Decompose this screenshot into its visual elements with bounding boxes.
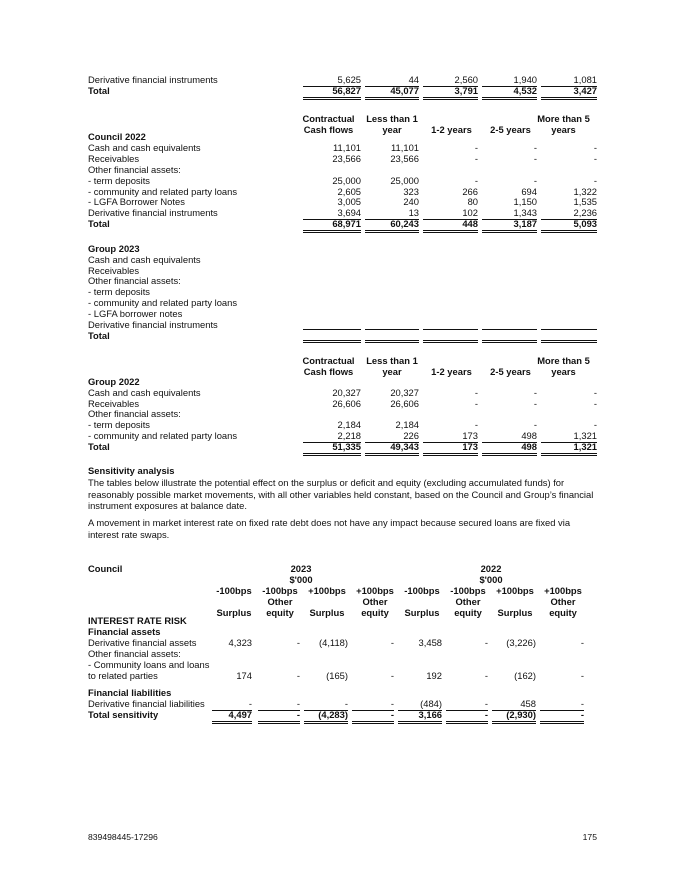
cell: - bbox=[533, 387, 537, 398]
cell: - bbox=[296, 670, 300, 681]
cell: - bbox=[593, 142, 597, 153]
row-label: - term deposits bbox=[88, 175, 150, 186]
divider bbox=[482, 340, 537, 343]
cell: 1,081 bbox=[541, 75, 597, 87]
cell: (2,930) bbox=[492, 710, 536, 724]
cell: 25,000 bbox=[332, 175, 361, 186]
cell: - bbox=[593, 398, 597, 409]
cell: - bbox=[474, 419, 478, 430]
cell: 266 bbox=[462, 186, 478, 197]
row-label: Total bbox=[88, 441, 110, 452]
table-row bbox=[0, 710, 675, 721]
cell: 60,243 bbox=[365, 219, 419, 233]
cell: 1,535 bbox=[573, 196, 597, 207]
cell: 45,077 bbox=[365, 86, 419, 100]
cell: 13 bbox=[365, 208, 419, 220]
year-2023: 2023 bbox=[290, 563, 312, 574]
table-row bbox=[0, 442, 675, 453]
row-label: Other financial assets: bbox=[88, 408, 181, 419]
cell: - bbox=[474, 142, 478, 153]
row-label: Other financial assets: bbox=[88, 275, 181, 286]
cell: 23,566 bbox=[332, 153, 361, 164]
row-label: Derivative financial instruments bbox=[88, 74, 218, 85]
cell: 240 bbox=[403, 196, 419, 207]
cell: - bbox=[390, 637, 394, 648]
cell: 3,427 bbox=[541, 86, 597, 100]
cell: 458 bbox=[492, 699, 536, 711]
col-header: +100bps Surplus bbox=[496, 585, 534, 618]
header-more-than-5: More than 5 years bbox=[537, 113, 590, 135]
cell: - bbox=[484, 637, 488, 648]
header-1-2-years: 1-2 years bbox=[431, 123, 472, 135]
table-row bbox=[0, 86, 675, 97]
section-heading: Sensitivity analysis bbox=[88, 465, 175, 476]
header-contractual: Contractual Cash flows bbox=[302, 355, 355, 377]
cell: 3,005 bbox=[337, 196, 361, 207]
divider bbox=[365, 329, 419, 330]
header-less-than-1: Less than 1 year bbox=[366, 355, 418, 377]
row-label: - community and related party loans bbox=[88, 186, 238, 197]
doc-id: 839498445-17296 bbox=[88, 832, 158, 842]
cell: 11,101 bbox=[391, 142, 419, 153]
row-label: - LGFA borrower notes bbox=[88, 308, 183, 319]
row-label: - Community loans and loans bbox=[88, 659, 210, 670]
paragraph: A movement in market interest rate on fixed rate debt does not have any impact because secured loans are fixed via interest rate swaps. bbox=[88, 517, 571, 540]
cell: - bbox=[474, 387, 478, 398]
row-label: - community and related party loans bbox=[88, 297, 238, 308]
cell: - bbox=[533, 175, 537, 186]
paragraph: The tables below illustrate the potential effect on the surplus or deficit and equity (excluding accumulated funds) for reasonably possible market movements, with all other variables held constant, based on the Council and Group’s financial instrument exposures at balance date. bbox=[88, 477, 594, 511]
cell: 56,827 bbox=[303, 86, 361, 100]
header-contractual: Contractual Cash flows bbox=[302, 113, 355, 135]
cell: 20,327 bbox=[390, 387, 419, 398]
cell: 2,605 bbox=[337, 186, 361, 197]
row-label: Derivative financial instruments bbox=[88, 207, 218, 218]
table-row bbox=[0, 671, 675, 682]
cell: 25,000 bbox=[390, 175, 419, 186]
cell: - bbox=[593, 153, 597, 164]
cell: 5,093 bbox=[541, 219, 597, 233]
row-label: - term deposits bbox=[88, 419, 150, 430]
cell: - bbox=[484, 670, 488, 681]
cell: 323 bbox=[403, 186, 419, 197]
cell: 498 bbox=[482, 442, 537, 456]
cell: 102 bbox=[423, 208, 478, 220]
cell: - bbox=[446, 699, 488, 711]
divider bbox=[541, 329, 597, 330]
page-number: 175 bbox=[582, 832, 597, 842]
cell: 173 bbox=[423, 431, 478, 443]
cell: 26,606 bbox=[390, 398, 419, 409]
row-label: Receivables bbox=[88, 153, 140, 164]
col-header: -100bps Other equity bbox=[450, 585, 486, 618]
cell: - bbox=[352, 699, 394, 711]
cell: (162) bbox=[514, 670, 536, 681]
cell: - bbox=[533, 153, 537, 164]
year-2022: 2022 bbox=[480, 563, 502, 574]
cell: - bbox=[593, 387, 597, 398]
row-label: Derivative financial assets bbox=[88, 637, 197, 648]
row-label: Other financial assets: bbox=[88, 164, 181, 175]
unit-2022: $'000 bbox=[479, 574, 503, 585]
cell: 498 bbox=[482, 431, 537, 443]
row-label: - community and related party loans bbox=[88, 430, 238, 441]
cell: - bbox=[593, 419, 597, 430]
cell: 4,323 bbox=[228, 637, 252, 648]
col-header: -100bps Surplus bbox=[216, 585, 252, 618]
header-1-2-years: 1-2 years bbox=[431, 365, 472, 377]
cell: 26,606 bbox=[332, 398, 361, 409]
cell: 2,236 bbox=[541, 208, 597, 220]
col-header: +100bps Surplus bbox=[308, 585, 346, 618]
cell: 49,343 bbox=[365, 442, 419, 456]
divider bbox=[423, 329, 478, 330]
divider bbox=[423, 340, 478, 343]
cell: - bbox=[533, 419, 537, 430]
divider bbox=[303, 329, 361, 330]
row-label: Derivative financial liabilities bbox=[88, 698, 205, 709]
col-header: -100bps Surplus bbox=[404, 585, 440, 618]
cell: 1,150 bbox=[513, 196, 537, 207]
row-label: Cash and cash equivalents bbox=[88, 387, 201, 398]
cell: 1,321 bbox=[541, 442, 597, 456]
cell: 44 bbox=[365, 75, 419, 87]
cell: (3,226) bbox=[506, 637, 536, 648]
cell: 694 bbox=[521, 186, 537, 197]
cell: 448 bbox=[423, 219, 478, 233]
cell: 2,560 bbox=[423, 75, 478, 87]
cell: 3,791 bbox=[423, 86, 478, 100]
cell: 2,218 bbox=[303, 431, 361, 443]
cell: 3,458 bbox=[418, 637, 442, 648]
header-more-than-5: More than 5 years bbox=[537, 355, 590, 377]
cell: - bbox=[474, 398, 478, 409]
cell: - bbox=[258, 699, 300, 711]
cell: - bbox=[258, 710, 300, 724]
col-header: +100bps Other equity bbox=[544, 585, 582, 618]
cell: - bbox=[212, 699, 252, 711]
cell: 80 bbox=[467, 196, 478, 207]
cell: 2,184 bbox=[337, 419, 361, 430]
divider bbox=[303, 340, 361, 343]
row-label: - term deposits bbox=[88, 286, 150, 297]
cell: 3,187 bbox=[482, 219, 537, 233]
section-title: Council 2022 bbox=[88, 131, 146, 142]
cell: (165) bbox=[326, 670, 348, 681]
cell: 1,321 bbox=[541, 431, 597, 443]
cell: 1,322 bbox=[573, 186, 597, 197]
cell: - bbox=[446, 710, 488, 724]
cell: - bbox=[533, 142, 537, 153]
section-title: Group 2023 bbox=[88, 243, 140, 254]
row-label: Total bbox=[88, 85, 110, 96]
cell: 192 bbox=[426, 670, 442, 681]
cell: 3,166 bbox=[398, 710, 442, 724]
cell: - bbox=[540, 699, 584, 711]
entity-label: Council bbox=[88, 563, 123, 574]
cell: - bbox=[352, 710, 394, 724]
cell: - bbox=[593, 175, 597, 186]
cell: 68,971 bbox=[303, 219, 361, 233]
cell: - bbox=[296, 637, 300, 648]
row-label: Receivables bbox=[88, 265, 140, 276]
cell: 11,101 bbox=[333, 142, 361, 153]
row-label: Other financial assets: bbox=[88, 648, 181, 659]
cell: (484) bbox=[398, 699, 442, 711]
row-label: Cash and cash equivalents bbox=[88, 142, 201, 153]
row-label: Total bbox=[88, 218, 110, 229]
cell: 1,940 bbox=[482, 75, 537, 87]
row-label: Derivative financial instruments bbox=[88, 319, 218, 330]
cell: 20,327 bbox=[332, 387, 361, 398]
cell: - bbox=[580, 670, 584, 681]
row-label: Cash and cash equivalents bbox=[88, 254, 201, 265]
row-label: - LGFA Borrower Notes bbox=[88, 196, 185, 207]
section-title: Group 2022 bbox=[88, 376, 140, 387]
col-header: -100bps Other equity bbox=[262, 585, 298, 618]
cell: 3,694 bbox=[303, 208, 361, 220]
cell: - bbox=[474, 153, 478, 164]
row-label: Receivables bbox=[88, 398, 140, 409]
cell: 51,335 bbox=[303, 442, 361, 456]
row-label: Total bbox=[88, 330, 110, 341]
cell: (4,118) bbox=[318, 637, 348, 648]
cell: 1,343 bbox=[482, 208, 537, 220]
cell: 173 bbox=[423, 442, 478, 456]
table-row bbox=[0, 219, 675, 230]
cell: 226 bbox=[365, 431, 419, 443]
cell: - bbox=[390, 670, 394, 681]
col-header: +100bps Other equity bbox=[356, 585, 394, 618]
cell: - bbox=[304, 699, 348, 711]
cell: 5,625 bbox=[303, 75, 361, 87]
cell: - bbox=[474, 175, 478, 186]
cell: 174 bbox=[236, 670, 252, 681]
cell: 23,566 bbox=[390, 153, 419, 164]
cell: 4,497 bbox=[212, 710, 252, 724]
subsection-label: Financial liabilities bbox=[88, 687, 172, 698]
divider bbox=[365, 340, 419, 343]
header-less-than-1: Less than 1 year bbox=[366, 113, 418, 135]
cell: - bbox=[540, 710, 584, 724]
cell: 4,532 bbox=[482, 86, 537, 100]
unit-2023: $'000 bbox=[289, 574, 313, 585]
divider bbox=[541, 340, 597, 343]
row-label: Total sensitivity bbox=[88, 709, 159, 720]
row-label: to related parties bbox=[88, 670, 158, 681]
section-label: INTEREST RATE RISK bbox=[88, 615, 187, 626]
header-2-5-years: 2-5 years bbox=[490, 123, 531, 135]
cell: (4,283) bbox=[304, 710, 348, 724]
header-2-5-years: 2-5 years bbox=[490, 365, 531, 377]
cell: - bbox=[533, 398, 537, 409]
subsection-label: Financial assets bbox=[88, 626, 161, 637]
cell: 2,184 bbox=[395, 419, 419, 430]
cell: - bbox=[580, 637, 584, 648]
divider bbox=[482, 329, 537, 330]
